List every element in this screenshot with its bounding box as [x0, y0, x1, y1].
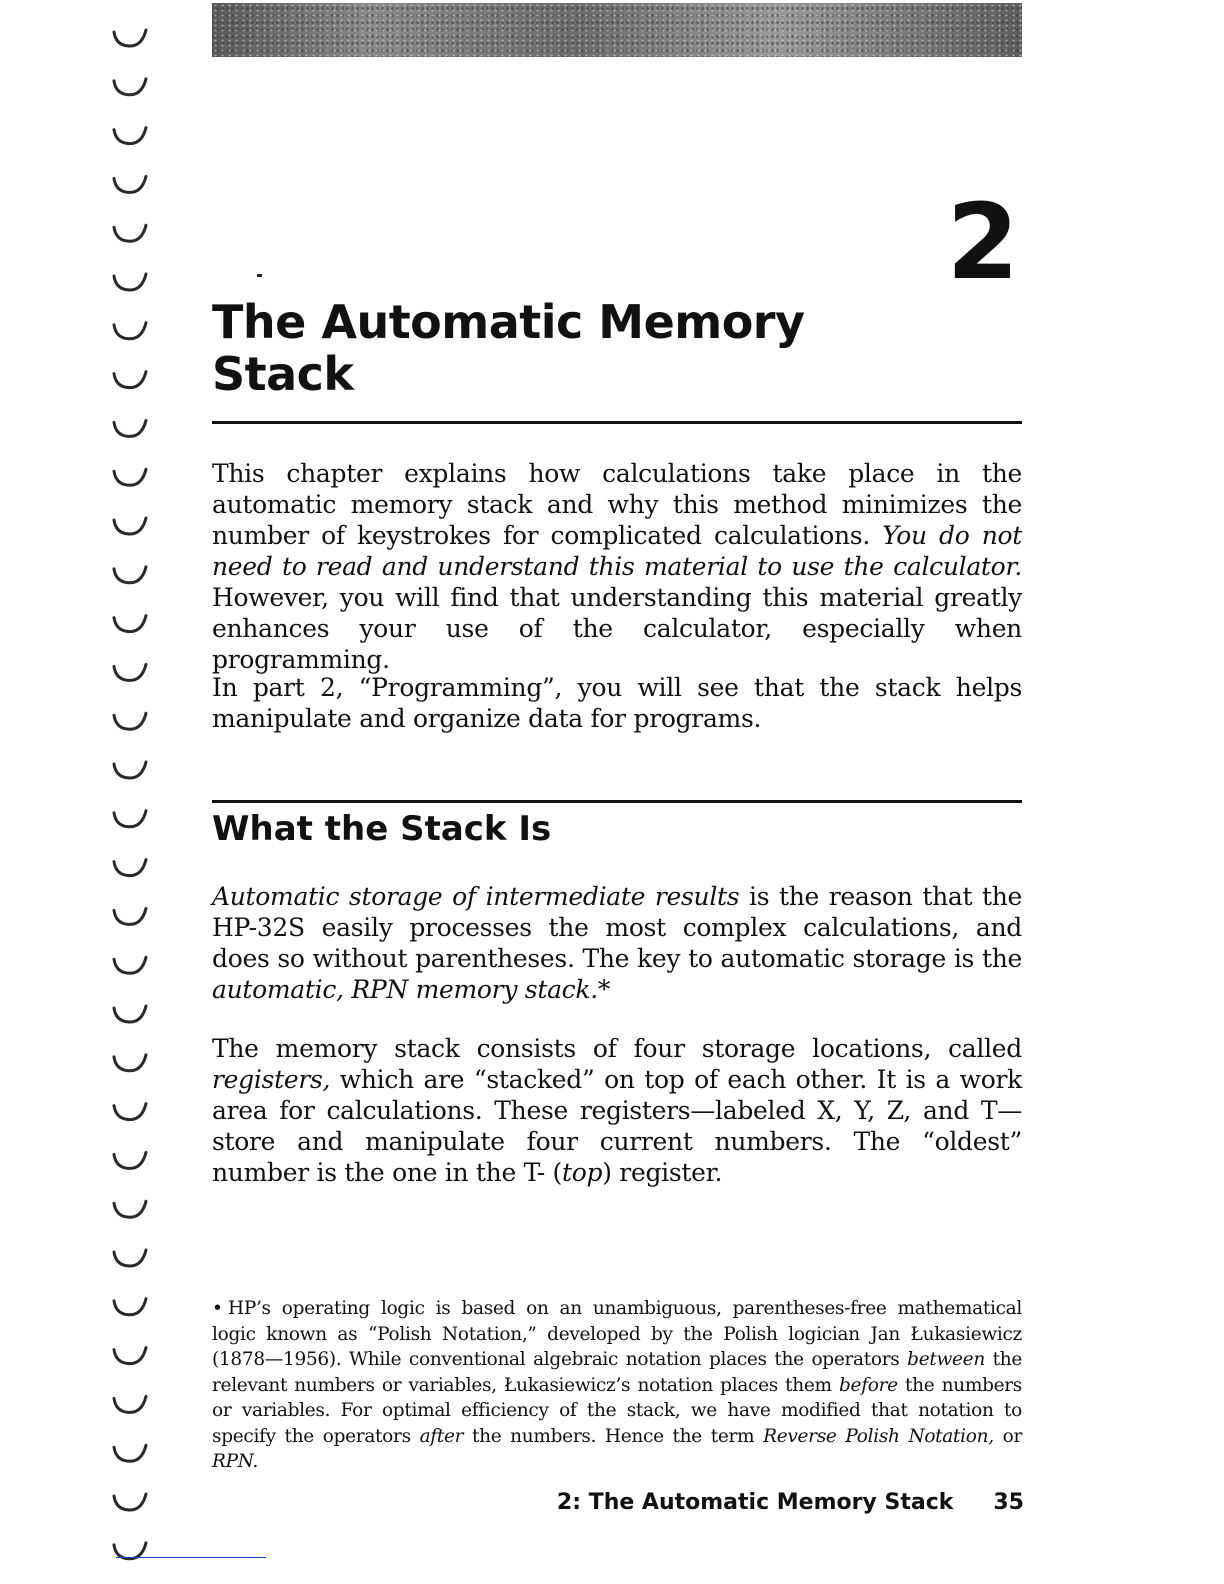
section-p1-emphasis-end: automatic, RPN memory stack.* — [212, 975, 611, 1004]
binding-hook — [114, 225, 146, 241]
footnote-text-2: the relevant numbers or variables, Łukasiewicz’s notation places them — [212, 1349, 1023, 1396]
print-speck — [257, 274, 262, 277]
chapter-title-line2: Stack — [212, 347, 354, 401]
binding-hook — [114, 128, 146, 144]
running-title: 2: The Automatic Memory Stack — [556, 1490, 954, 1515]
footnote-emphasis-before: before — [839, 1374, 898, 1396]
binding-hook — [114, 1201, 146, 1217]
binding-hook — [114, 762, 146, 778]
section-title: What the Stack Is — [212, 809, 552, 849]
section-paragraph-1 — [212, 881, 1022, 1005]
binding-hook — [114, 518, 146, 534]
header-band — [212, 3, 1022, 57]
intro-paragraph-1 — [212, 458, 1022, 675]
binding-hook — [114, 176, 146, 192]
binding-hook — [114, 1104, 146, 1120]
binding-hook — [114, 1348, 146, 1364]
scan-edge-line — [116, 1557, 266, 1558]
footnote-emphasis-rpn-term: Reverse Polish Notation, — [763, 1425, 994, 1447]
section-p1-text: is the reason that the HP-32S easily processes the most complex calculations, and does so without parentheses. The key to automatic storage is the — [212, 882, 1022, 973]
intro-p1-text-end: However, you will find that understanding this material greatly enhances your use of the calculator, especially when programming. — [212, 583, 1022, 674]
binding-hook — [114, 1445, 146, 1461]
binding-hook — [114, 1250, 146, 1266]
binding-hook — [114, 908, 146, 924]
footnote-emphasis-after: after — [419, 1425, 464, 1447]
binding-hook — [114, 1055, 146, 1071]
section-p2-text-end: ) register. — [602, 1158, 723, 1187]
chapter-title-line1: The Automatic Memory — [212, 295, 805, 349]
section-paragraph-2 — [212, 1033, 1022, 1188]
binding-hook — [114, 713, 146, 729]
section-p2-text: The memory stack consists of four storage locations, called — [212, 1034, 1022, 1063]
spiral-binding — [108, 14, 158, 1574]
section-p2-emphasis-top: top — [562, 1158, 603, 1187]
binding-hook — [114, 1396, 146, 1412]
intro-paragraph-2: In part 2, “Programming”, you will see that the stack helps manipulate and organize data for programs. — [212, 673, 1022, 733]
page-footer — [557, 1490, 1024, 1515]
binding-hook — [114, 469, 146, 485]
section-p2-emphasis: registers, — [212, 1065, 331, 1094]
intro-p1-emphasis: You do not need to read and understand this material to use the calculator. — [212, 521, 1022, 581]
binding-hook — [114, 957, 146, 973]
page-number: 35 — [993, 1490, 1024, 1515]
footnote-marker: • — [212, 1298, 223, 1319]
binding-hook — [114, 1299, 146, 1315]
binding-hook — [114, 323, 146, 339]
footnote-emphasis-rpn: RPN. — [212, 1451, 259, 1472]
intro-p1-text: This chapter explains how calculations take place in the automatic memory stack and why this method minimizes the number of keystrokes for complicated calculations. — [212, 459, 1022, 550]
binding-hook — [114, 567, 146, 583]
footnote — [212, 1296, 1022, 1475]
chapter-title — [212, 296, 912, 400]
footnote-emphasis-between: between — [907, 1349, 985, 1370]
binding-hook — [114, 616, 146, 632]
section-p1-emphasis: Automatic storage of intermediate results — [212, 882, 740, 911]
binding-hook — [114, 1494, 146, 1510]
footnote-text-3: the numbers or variables. For optimal efficiency of the stack, we have modified that notation to specify the operators — [212, 1374, 1022, 1447]
binding-hook — [114, 420, 146, 436]
binding-hook — [114, 811, 146, 827]
binding-hook — [114, 79, 146, 95]
binding-hook — [114, 860, 146, 876]
binding-hook — [114, 664, 146, 680]
binding-hook — [114, 30, 146, 46]
title-rule — [212, 421, 1022, 424]
footnote-text-5: or — [993, 1425, 1023, 1447]
footnote-text-4: the numbers. Hence the term — [463, 1425, 764, 1447]
binding-hook — [114, 1006, 146, 1022]
section-rule — [212, 800, 1022, 803]
section-p2-text-mid: which are “stacked” on top of each other. It is a work area for calculations. These registers—labeled X, Y, Z, and T—store and manipulate four current numbers. The “oldest” number is the one in the T- ( — [212, 1065, 1022, 1187]
chapter-number: 2 — [946, 181, 1019, 303]
footnote-text: HP’s operating logic is based on an unambiguous, parentheses-free mathematical logic known as “Polish Notation,” developed by the Polish logician Jan Łukasiewicz (1878—1956). While conventional algebraic notation places the operators — [212, 1298, 1022, 1370]
binding-hook — [114, 372, 146, 388]
binding-hook — [114, 1152, 146, 1168]
binding-hook — [114, 274, 146, 290]
